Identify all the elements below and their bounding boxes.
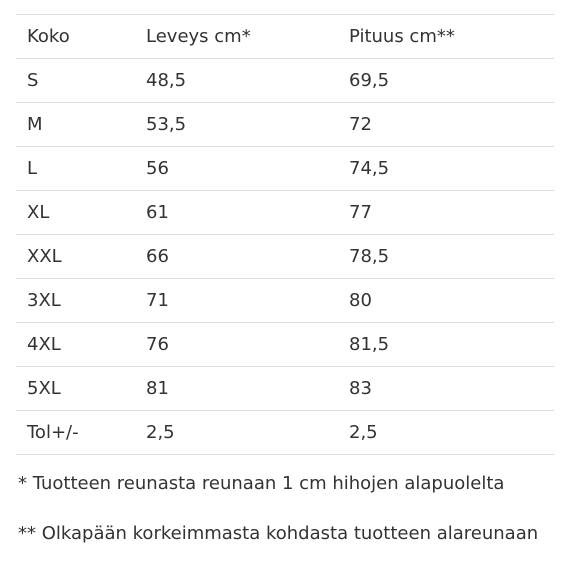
table-row	[16, 323, 554, 367]
table-row	[16, 147, 554, 191]
cell-width: 53,5	[135, 103, 338, 147]
table-row	[16, 235, 554, 279]
footnote-width: * Tuotteen reunasta reunaan 1 cm hihojen alapuolelta	[18, 473, 505, 494]
cell-length: 72	[338, 103, 554, 147]
cell-width: 56	[135, 147, 338, 191]
table-row	[16, 191, 554, 235]
cell-size: 4XL	[16, 323, 135, 367]
cell-length: 80	[338, 279, 554, 323]
table-row	[16, 59, 554, 103]
table-header-row	[16, 15, 554, 59]
size-table	[16, 14, 554, 455]
cell-width: 71	[135, 279, 338, 323]
cell-width: 61	[135, 191, 338, 235]
header-length: Pituus cm**	[338, 15, 554, 59]
footnotes	[18, 472, 563, 546]
cell-width: 81	[135, 367, 338, 411]
table-row	[16, 411, 554, 455]
cell-size: XL	[16, 191, 135, 235]
cell-width: 66	[135, 235, 338, 279]
cell-width: 2,5	[135, 411, 338, 455]
cell-length: 81,5	[338, 323, 554, 367]
table-body	[16, 59, 554, 455]
table-header	[16, 15, 554, 59]
cell-size: XXL	[16, 235, 135, 279]
cell-width: 48,5	[135, 59, 338, 103]
cell-size: 3XL	[16, 279, 135, 323]
cell-size: 5XL	[16, 367, 135, 411]
cell-length: 83	[338, 367, 554, 411]
cell-size: S	[16, 59, 135, 103]
cell-length: 78,5	[338, 235, 554, 279]
table-row	[16, 279, 554, 323]
cell-size: Tol+/-	[16, 411, 135, 455]
cell-length: 77	[338, 191, 554, 235]
table-row	[16, 103, 554, 147]
cell-length: 69,5	[338, 59, 554, 103]
cell-size: L	[16, 147, 135, 191]
footnote-length: ** Olkapään korkeimmasta kohdasta tuotteen alareunaan	[18, 523, 539, 544]
cell-size: M	[16, 103, 135, 147]
cell-length: 2,5	[338, 411, 554, 455]
header-size: Koko	[16, 15, 135, 59]
cell-width: 76	[135, 323, 338, 367]
header-width: Leveys cm*	[135, 15, 338, 59]
table-row	[16, 367, 554, 411]
cell-length: 74,5	[338, 147, 554, 191]
